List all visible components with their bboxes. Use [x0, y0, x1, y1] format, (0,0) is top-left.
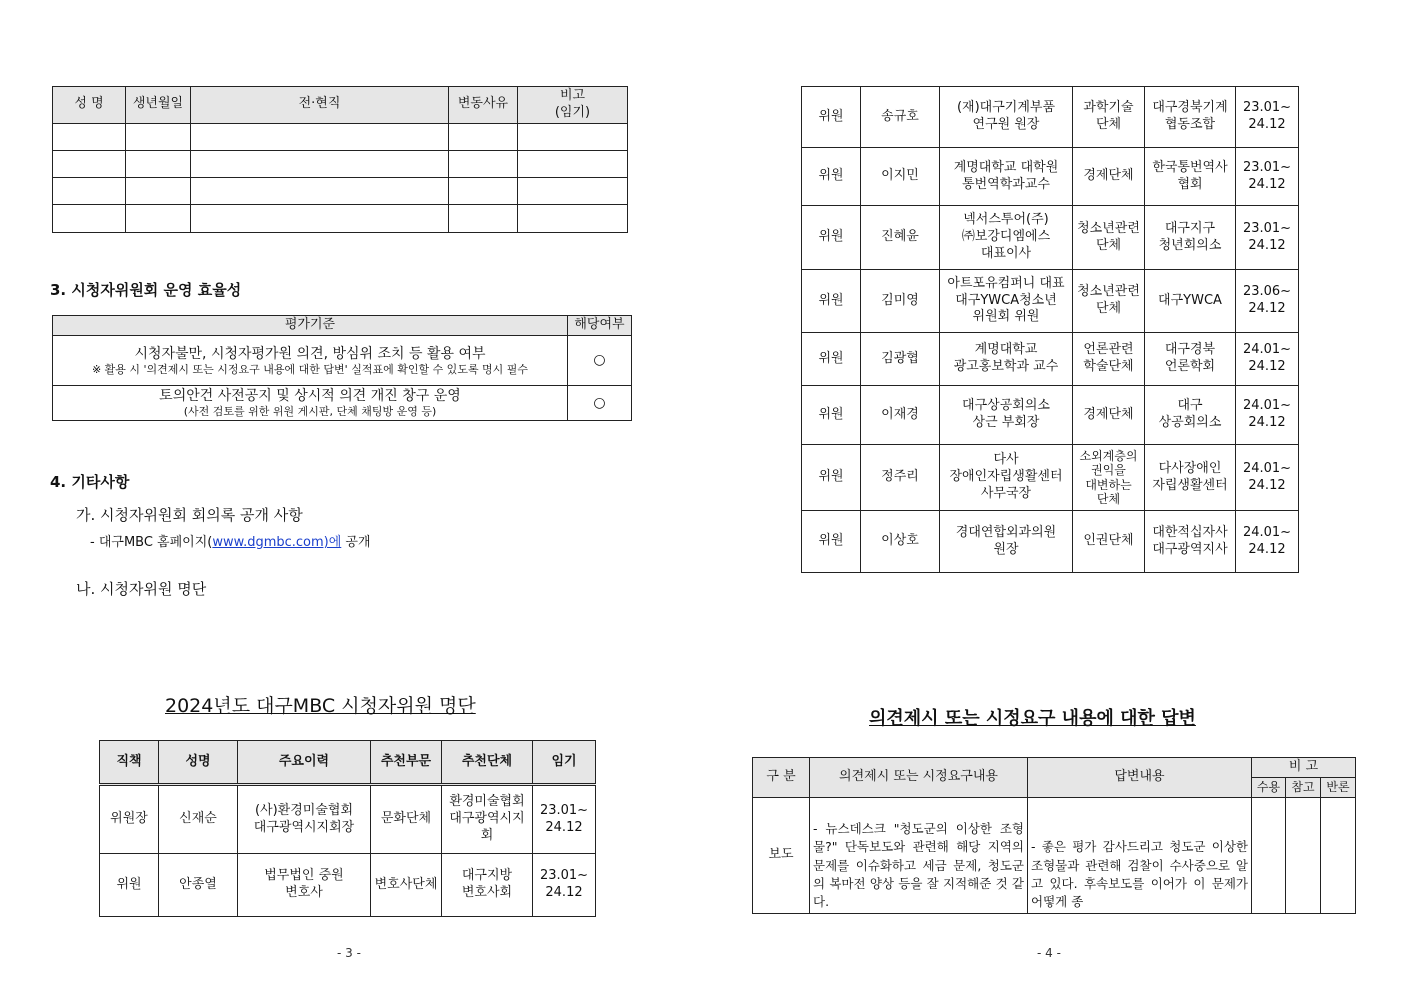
roster-table-right: [801, 86, 1299, 573]
roster-header-term: 임기: [533, 741, 596, 785]
answer-title: 의견제시 또는 시정요구 내용에 대한 답변: [869, 708, 1196, 729]
table-row: [53, 336, 632, 386]
answer-header-refer: 참고: [1286, 777, 1321, 797]
answer-header-category: 구 분: [753, 758, 810, 798]
eval-criteria-note: (사전 검토를 위한 위원 게시판, 단체 채팅방 운영 등): [183, 405, 437, 419]
evaluation-table: [52, 315, 632, 421]
eval-mark: ○: [568, 336, 632, 386]
item-suffix: 공개: [341, 535, 371, 550]
eval-criteria-main: 시청자불만, 시청자평가원 의견, 방심위 조치 등 활용 여부: [134, 345, 486, 362]
member-change-table: [52, 86, 628, 233]
page-number-left: - 3 -: [337, 946, 361, 960]
answer-opinion: - 뉴스데스크 "청도군의 이상한 조형물?" 단독보도와 관련해 해당 지역의 문제를 이슈화하고 세금 문제, 청도군의 복마전 양상 등을 잘 지적해준 것 같다.: [810, 797, 1028, 913]
answer-content: - 좋은 평가 감사드리고 청도군 이상한 조형물과 관련해 검찰이 수사중으로 알고 있다. 후속보도를 이어가 이 문제가 어떻게 종: [1028, 797, 1252, 913]
col-header-reason: 변동사유: [449, 87, 518, 124]
answer-table: [752, 757, 1356, 914]
table-row: [53, 386, 632, 421]
answer-header-opinion: 의견제시 또는 시정요구내용: [810, 758, 1028, 798]
table-row: [53, 177, 628, 204]
col-header-career: 전·현직: [191, 87, 449, 124]
col-header-remark: 비고 (임기): [518, 87, 628, 124]
section3-heading: 3. 시청자위원회 운영 효율성: [50, 281, 242, 299]
table-row: 위원 이지민 계명대학교 대학원 통번역학과교수 경제단체 한국통번역사 협회 23.01~ 24.12: [802, 148, 1299, 206]
subsection-a-item: [90, 531, 371, 550]
roster-header-career: 주요이력: [238, 741, 371, 785]
answer-header-refute: 반론: [1321, 777, 1356, 797]
roster-table-left: [99, 740, 596, 917]
col-header-birth: 생년월일: [126, 87, 191, 124]
col-header-name: 성 명: [53, 87, 126, 124]
roster-title: 2024년도 대구MBC 시청자위원 명단: [165, 695, 476, 717]
table-row: 위원 정주리 다사 장애인자립생활센터 사무국장 소외계층의 권익을 대변하는 단체 다사장애인 자립생활센터 24.01~ 24.12: [802, 445, 1299, 511]
answer-header-answer: 답변내용: [1028, 758, 1252, 798]
roster-header-org: 추천단체: [442, 741, 533, 785]
eval-header-applicable: 해당여부: [568, 316, 632, 336]
section4-heading: 4. 기타사항: [50, 473, 130, 491]
answer-header-accept: 수용: [1252, 777, 1286, 797]
eval-criteria-note: ※ 활용 시 '의견제시 또는 시정요구 내용에 대한 답변' 실적표에 확인할 수 있도록 명시 필수: [91, 362, 529, 376]
roster-header-sector: 추천부문: [371, 741, 442, 785]
eval-mark: ○: [568, 386, 632, 421]
roster-header-name: 성명: [159, 741, 238, 785]
table-row: 위원 이재경 대구상공회의소 상근 부회장 경제단체 대구 상공회의소 24.01~ 24.12: [802, 386, 1299, 445]
homepage-link[interactable]: www.dgmbc.com)에: [212, 535, 342, 550]
answer-category: 보도: [753, 797, 810, 913]
item-prefix: - 대구MBC 홈페이지(: [90, 535, 213, 550]
table-row: [53, 204, 628, 232]
table-row: 위원장 신재순 (사)환경미술협회 대구광역시지회장 문화단체 환경미술협회 대구광역시지회 23.01~ 24.12: [100, 785, 596, 854]
table-row: [753, 797, 1356, 913]
table-row: 위원 이상호 경대연합외과의원 원장 인권단체 대한적십자사 대구광역지사 24.01~ 24.12: [802, 511, 1299, 573]
page-number-right: - 4 -: [1037, 946, 1061, 960]
roster-header-position: 직책: [100, 741, 159, 785]
table-row: 위원 김광협 계명대학교 광고홍보학과 교수 언론관련 학술단체 대구경북 언론학회 24.01~ 24.12: [802, 333, 1299, 386]
eval-criteria-main: 토의안건 사전공지 및 상시적 의견 개진 창구 운영: [159, 388, 461, 404]
eval-header-criteria: 평가기준: [53, 316, 568, 336]
table-row: 위원 안종열 법무법인 중원 변호사 변호사단체 대구지방 변호사회 23.01~ 24.12: [100, 854, 596, 917]
table-row: 위원 송규호 (재)대구기계부품 연구원 원장 과학기술 단체 대구경북기계 협동조합 23.01~ 24.12: [802, 87, 1299, 148]
table-row: 위원 김미영 아트포유컴퍼니 대표 대구YWCA청소년 위원회 위원 청소년관련 단체 대구YWCA 23.06~ 24.12: [802, 270, 1299, 333]
answer-header-remark: 비 고: [1252, 758, 1356, 778]
subsection-a: 가. 시청자위원회 회의록 공개 사항: [76, 506, 303, 524]
table-row: [53, 123, 628, 150]
table-row: 위원 진혜윤 넥서스투어(주) ㈜보강디엠에스 대표이사 청소년관련 단체 대구지구 청년회의소 23.01~ 24.12: [802, 206, 1299, 270]
table-row: [53, 150, 628, 177]
subsection-b: 나. 시청자위원 명단: [76, 580, 207, 598]
